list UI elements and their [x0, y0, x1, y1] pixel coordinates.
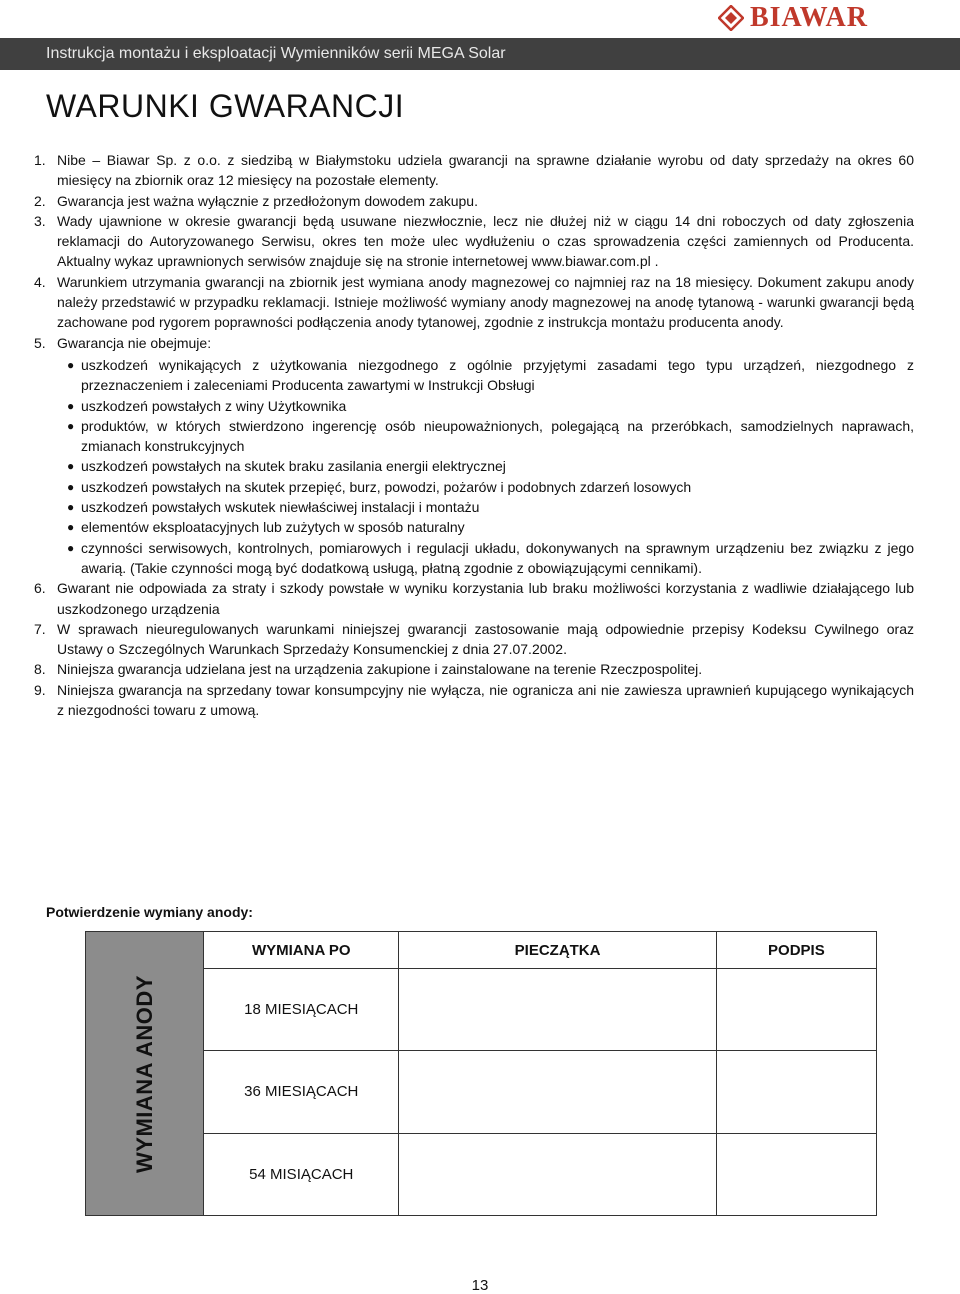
bullet-icon: ●: [67, 500, 75, 515]
item-number: 3.: [34, 212, 46, 229]
table-row: [86, 1051, 877, 1133]
list-item: [34, 659, 914, 679]
page-title: WARUNKI GWARANCJI: [46, 88, 405, 124]
item-number: 7.: [34, 620, 46, 637]
bullet-icon: ●: [67, 479, 75, 494]
exclusion-item: ● uszkodzeń powstałych wskutek niewłaściwej instalacji i montażu: [67, 497, 914, 517]
item-number: 2.: [34, 192, 46, 209]
bullet-icon: ●: [67, 540, 75, 555]
list-item: [34, 333, 914, 353]
item-number: 4.: [34, 273, 46, 290]
item-text: Niniejsza gwarancja udzielana jest na urządzenia zakupione i zainstalowane na terenie Rzeczpospolitej.: [57, 661, 703, 678]
item-text: Niniejsza gwarancja na sprzedany towar konsumpcyjny nie wyłącza, nie ogranicza ani nie zawiesza uprawnień kupującego wynikających z niezgodności towaru z umową.: [57, 681, 914, 719]
document-header-bar: [0, 38, 960, 70]
list-item: [34, 211, 914, 272]
exclusion-item: ● produktów, w których stwierdzono ingerencję osób nieupoważnionych, polegającą na przeróbkach, samodzielnych naprawach, zmianach konstrukcyjnych: [67, 416, 914, 457]
item-text: Nibe – Biawar Sp. z o.o. z siedzibą w Białymstoku udziela gwarancji na sprawne działanie wyrobu od daty sprzedaży na okres 60 miesięcy na zbiornik oraz 12 miesięcy na pozostałe elementy.: [57, 152, 914, 189]
exclusion-item: ● czynności serwisowych, kontrolnych, pomiarowych i regulacji układu, dokonywanych na sprawnym urządzeniu bez związku z jego awarią. (Takie czynności mogą być dodatkową usługą, płatną zgodnie z obowiązującymi cennikami).: [67, 538, 914, 579]
period-cell: 18 MIESIĄCACH: [204, 969, 399, 1051]
exclusion-item: ● uszkodzeń powstałych na skutek braku zasilania energii elektrycznej: [67, 456, 914, 476]
column-header: PIECZĄTKA: [399, 932, 716, 969]
stamp-cell[interactable]: [399, 1051, 716, 1133]
item-number: 6.: [34, 580, 46, 597]
column-header: WYMIANA PO: [204, 932, 399, 969]
signature-cell[interactable]: [716, 1051, 876, 1133]
signature-cell[interactable]: [716, 969, 876, 1051]
bullet-icon: ●: [67, 418, 75, 433]
list-item: [34, 680, 914, 721]
exclusions-list: [34, 355, 914, 578]
period-cell: 36 MIESIĄCACH: [204, 1051, 399, 1133]
side-label-cell: [86, 932, 204, 1216]
anode-replacement-table: [85, 931, 877, 1216]
item-number: 9.: [34, 681, 46, 698]
item-number: 5.: [34, 334, 46, 351]
document-title: Instrukcja montażu i eksploatacji Wymienników serii MEGA Solar: [46, 45, 506, 62]
item-number: 1.: [34, 152, 46, 168]
item-text: Wady ujawnione w okresie gwarancji będą usuwane niezwłocznie, lecz nie dłużej niż w ciągu 14 dni roboczych od daty zgłoszenia reklamacji do Autoryzowanego Serwisu, okres ten może ulec wydłużeniu o czas sprowadzenia części zamiennych od Producenta. Aktualny wykaz uprawnionych serwisów znajduje się na stronie internetowej www.biawar.com.pl .: [57, 212, 914, 270]
diamond-logo-icon: [718, 5, 744, 31]
item-text: Gwarant nie odpowiada za straty i szkody powstałe w wyniku korzystania lub braku możliwości korzystania z wadliwie działającego lub uszkodzonego urządzenia: [57, 580, 914, 617]
side-label: WYMIANA ANODY: [131, 974, 157, 1173]
table-row: [86, 1133, 877, 1215]
bullet-icon: ●: [67, 520, 75, 535]
exclusion-item: ● uszkodzeń wynikających z użytkowania niezgodnego z ogólnie przyjętymi zasadami tego typu urządzeń, niezgodnego z przeznaczeniem i zaleceniami Producenta zawartymi w Instrukcji Obsługi: [67, 355, 914, 396]
exclusion-item: ● uszkodzeń powstałych z winy Użytkownika: [67, 396, 914, 416]
list-item: [34, 191, 914, 211]
stamp-cell[interactable]: [399, 1133, 716, 1215]
warranty-conditions-list: [34, 150, 914, 720]
bullet-icon: ●: [67, 459, 75, 474]
item-text: Gwarancja nie obejmuje:: [57, 334, 212, 351]
list-item: [34, 150, 914, 191]
item-text: W sprawach nieuregulowanych warunkami niniejszej gwarancji zastosowanie mają odpowiednie przepisy Kodeksu Cywilnego oraz Ustawy o Szczególnych Warunkach Sprzedaży Konsumenckiej z dnia 27.07.2002.: [57, 620, 914, 658]
item-text: Gwarancja jest ważna wyłącznie z przedłożonym dowodem zakupu.: [57, 192, 478, 209]
list-item: [34, 272, 914, 333]
exclusion-item: ● elementów eksploatacyjnych lub zużytych w sposób naturalny: [67, 517, 914, 537]
bullet-icon: ●: [67, 398, 75, 413]
column-header: PODPIS: [716, 932, 876, 969]
stamp-cell[interactable]: [399, 969, 716, 1051]
item-text: Warunkiem utrzymania gwarancji na zbiornik jest wymiana anody magnezowej co najmniej raz na 18 miesięcy. Dokument zakupu anody należy przedstawić w przypadku reklamacji. Istnieje możliwość wymiany anody magnezowej na anodę tytanową - warunki gwarancji będą zachowane pod rygorem poprawności podłączenia anody tytanowej, zgodnie z instrukcja montażu producenta anody.: [57, 273, 914, 331]
signature-cell[interactable]: [716, 1133, 876, 1215]
brand-logo: [718, 4, 868, 32]
table-row: [86, 969, 877, 1051]
exclusion-item: ● uszkodzeń powstałych na skutek przepięć, burz, powodzi, pożarów i podobnych zdarzeń losowych: [67, 477, 914, 497]
table-header-row: [86, 932, 877, 969]
page-number: 13: [471, 1277, 489, 1294]
bullet-icon: ●: [67, 357, 75, 372]
item-number: 8.: [34, 661, 46, 678]
list-item: [34, 619, 914, 660]
list-item: [34, 578, 914, 619]
period-cell: 54 MISIĄCACH: [204, 1133, 399, 1215]
anode-confirmation-title: Potwierdzenie wymiany anody:: [46, 904, 253, 920]
brand-name: BIAWAR: [749, 2, 868, 33]
